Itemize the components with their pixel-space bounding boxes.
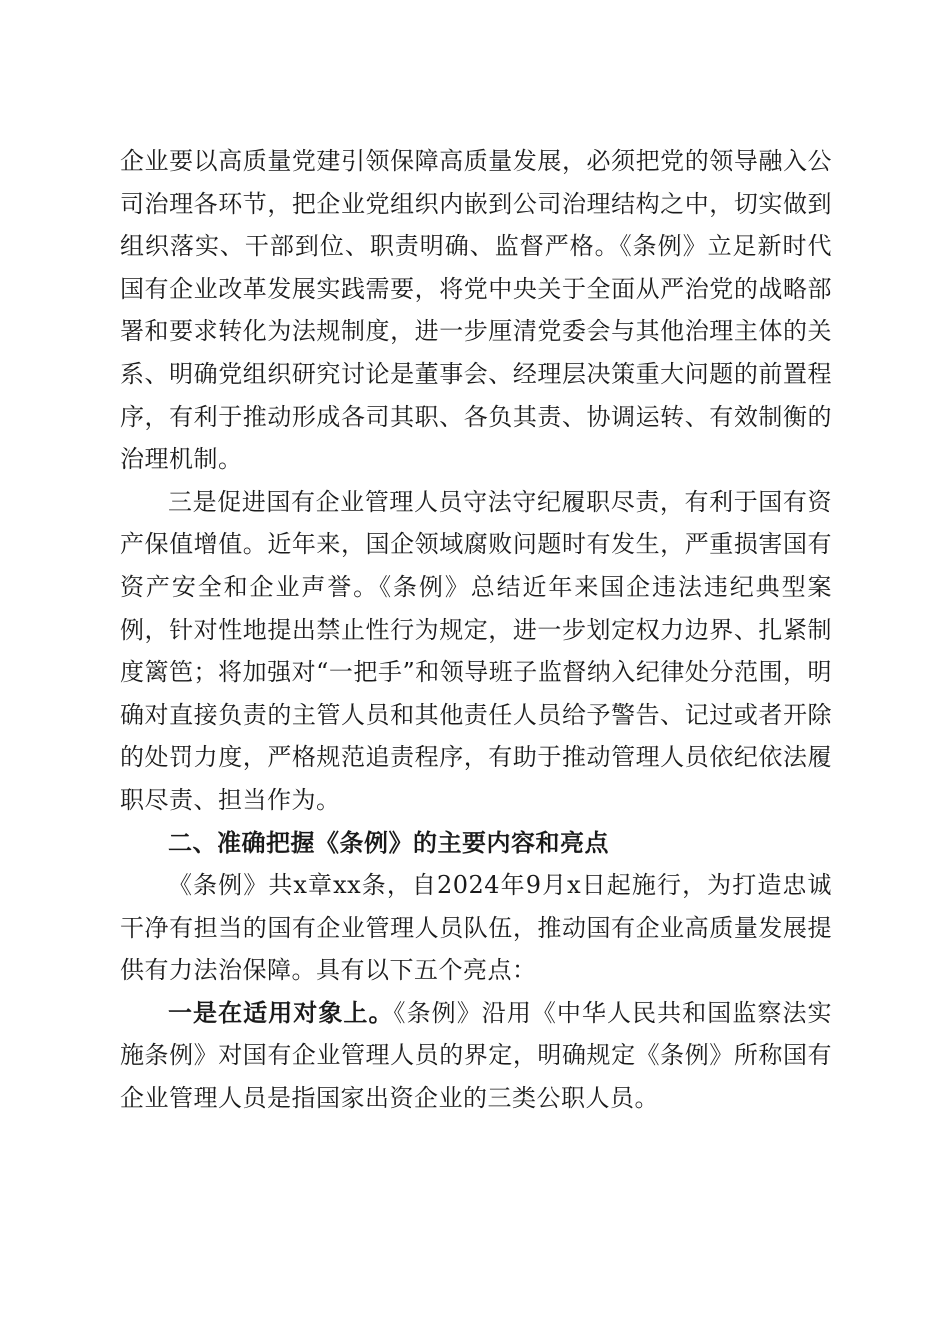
paragraph-corporate-governance: 企业要以高质量党建引领保障高质量发展，必须把党的领导融入公司治理各环节，把企业党组织内嵌到公司治理结构之中，切实做到组织落实、干部到位、职责明确、监督严格。《条例》立足新时代国有企业改革发展实践需要，将党中央关于全面从严治党的战略部署和要求转化为法规制度，进一步厘清党委会与其他治理主体的关系、明确党组织研究讨论是董事会、经理层决策重大问题的前置程序，有利于推动形成各司其职、各负其责、协调运转、有效制衡的治理机制。 — [120, 147, 832, 474]
point-one-body: 《条例》沿用《中华人民共和国监察法实施条例》对国有企业管理人员的界定，明确规定《条例》所称国有企业管理人员是指国家出资企业的三类公职人员。 — [120, 998, 833, 1113]
point-one-lead: 一是在适用对象上。 — [168, 998, 394, 1027]
paragraph-regulation-overview: 《条例》共x章xx条，自2024年9月x日起施行，为打造忠诚干净有担当的国有企业管理人员队伍，推动国有企业高质量发展提供有力法治保障。具有以下五个亮点： — [120, 871, 832, 985]
paragraph-point-one — [120, 992, 832, 1120]
paragraph-point-three: 三是促进国有企业管理人员守法守纪履职尽责，有利于国有资产保值增值。近年来，国企领域腐败问题时有发生，严重损害国有资产安全和企业声誉。《条例》总结近年来国企违法违纪典型案例，针对性地提出禁止性行为规定，进一步划定权力边界、扎紧制度篱笆；将加强对“一把手”和领导班子监督纳入纪律处分范围，明确对直接负责的主管人员和其他责任人员给予警告、记过或者开除的处罚力度，严格规范追责程序，有助于推动管理人员依纪依法履职尽责、担当作为。 — [120, 487, 832, 814]
document-page — [120, 140, 832, 1120]
section-heading-two: 二、准确把握《条例》的主要内容和亮点 — [168, 828, 609, 857]
